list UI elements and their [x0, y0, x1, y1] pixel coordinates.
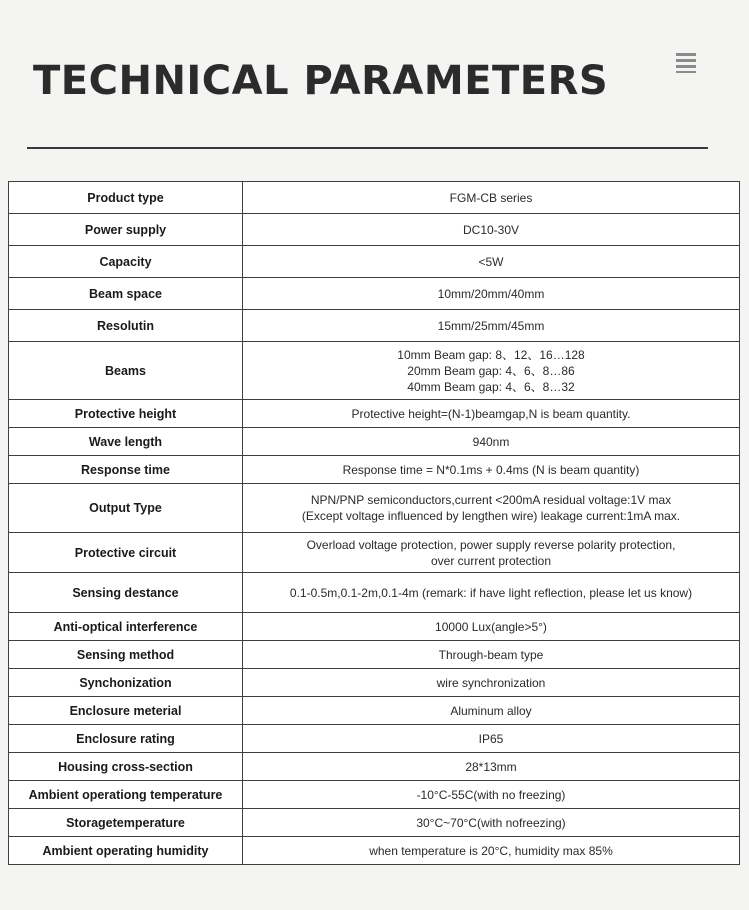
- parameter-value: [243, 533, 740, 573]
- table-row: [9, 725, 740, 753]
- parameter-value-line: Through-beam type: [438, 647, 544, 662]
- table-row: [9, 753, 740, 781]
- parameter-value-line: Response time = N*0.1ms + 0.4ms (N is beam quantity): [342, 462, 640, 477]
- table-row: [9, 342, 740, 400]
- table-row: [9, 214, 740, 246]
- parameter-value: [243, 837, 740, 865]
- page-title: TECHNICAL PARAMETERS: [33, 58, 609, 104]
- parameter-value-line: 10000 Lux(angle>5°): [435, 619, 547, 634]
- parameter-name: Product type: [9, 182, 243, 214]
- parameter-name: Protective height: [9, 400, 243, 428]
- table-row: [9, 809, 740, 837]
- parameter-name: Power supply: [9, 214, 243, 246]
- parameter-value-line: when temperature is 20°C, humidity max 85%: [369, 843, 613, 858]
- parameter-value: [243, 573, 740, 613]
- parameter-name: Wave length: [9, 428, 243, 456]
- parameter-name: Synchonization: [9, 669, 243, 697]
- parameter-name: Capacity: [9, 246, 243, 278]
- parameter-value: [243, 182, 740, 214]
- table-row: [9, 669, 740, 697]
- parameter-name: Output Type: [9, 484, 243, 533]
- parameter-name: Sensing method: [9, 641, 243, 669]
- parameter-value: [243, 725, 740, 753]
- table-row: [9, 310, 740, 342]
- parameter-value-line: -10°C-55C(with no freezing): [416, 787, 566, 802]
- parameter-value-line: 940nm: [472, 434, 510, 449]
- parameter-value: [243, 400, 740, 428]
- parameter-value-line: (Except voltage influenced by lengthen wire) leakage current:1mA max.: [301, 509, 681, 523]
- parameter-value: [243, 641, 740, 669]
- parameter-value: [243, 428, 740, 456]
- table-row: [9, 533, 740, 573]
- table-row: [9, 613, 740, 641]
- parameter-value: [243, 753, 740, 781]
- parameter-name: Anti-optical interference: [9, 613, 243, 641]
- parameter-value-line: 10mm/20mm/40mm: [437, 286, 545, 301]
- parameter-name: Ambient operationg temperature: [9, 781, 243, 809]
- parameter-name: Ambient operating humidity: [9, 837, 243, 865]
- parameter-value: [243, 342, 740, 400]
- table-row: [9, 837, 740, 865]
- table-row: [9, 182, 740, 214]
- table-row: [9, 246, 740, 278]
- parameter-value: [243, 214, 740, 246]
- table-row: [9, 781, 740, 809]
- parameter-value: [243, 697, 740, 725]
- parameter-name: Beam space: [9, 278, 243, 310]
- table-row: [9, 428, 740, 456]
- parameter-value-line: NPN/PNP semiconductors,current <200mA residual voltage:1V max: [310, 493, 672, 507]
- title-divider: [27, 147, 708, 149]
- parameter-value: [243, 613, 740, 641]
- parameter-value-line: 10mm Beam gap: 8、12、16…128: [397, 347, 585, 362]
- parameter-value-line: Protective height=(N-1)beamgap,N is beam quantity.: [351, 406, 631, 421]
- parameter-value-line: wire synchronization: [436, 675, 546, 690]
- table-row: [9, 641, 740, 669]
- table-row: [9, 484, 740, 533]
- hamburger-menu-icon[interactable]: [674, 50, 698, 74]
- parameter-name: Enclosure meterial: [9, 697, 243, 725]
- parameter-value-line: Overload voltage protection, power supply reverse polarity protection,: [306, 537, 676, 552]
- parameter-value: [243, 781, 740, 809]
- parameter-value-line: 40mm Beam gap: 4、6、8…32: [407, 379, 575, 394]
- parameter-name: Storagetemperature: [9, 809, 243, 837]
- parameter-value-line: <5W: [478, 254, 504, 269]
- table-row: [9, 456, 740, 484]
- parameter-value: [243, 310, 740, 342]
- parameter-value-line: 0.1-0.5m,0.1-2m,0.1-4m (remark: if have light reflection, please let us know): [289, 585, 693, 600]
- parameter-value-line: IP65: [478, 731, 504, 746]
- parameter-value-line: 30°C~70°C(with nofreezing): [416, 815, 566, 830]
- parameter-value-line: 20mm Beam gap: 4、6、8…86: [407, 363, 575, 378]
- parameter-value: [243, 246, 740, 278]
- parameter-name: Enclosure rating: [9, 725, 243, 753]
- parameter-value: [243, 278, 740, 310]
- table-row: [9, 573, 740, 613]
- parameter-value: [243, 809, 740, 837]
- parameter-name: Sensing destance: [9, 573, 243, 613]
- parameter-value-line: FGM-CB series: [449, 190, 533, 205]
- table-row: [9, 278, 740, 310]
- table-row: [9, 400, 740, 428]
- parameter-value-line: 15mm/25mm/45mm: [437, 318, 545, 333]
- parameter-value-line: Aluminum alloy: [450, 703, 532, 718]
- parameter-name: Protective circuit: [9, 533, 243, 573]
- parameter-value-line: DC10-30V: [462, 222, 520, 237]
- parameter-name: Resolutin: [9, 310, 243, 342]
- table-row: [9, 697, 740, 725]
- parameter-name: Response time: [9, 456, 243, 484]
- parameter-value: [243, 669, 740, 697]
- parameter-value-line: 28*13mm: [465, 759, 517, 774]
- parameter-name: Housing cross-section: [9, 753, 243, 781]
- parameter-value: [243, 456, 740, 484]
- parameter-value: [243, 484, 740, 533]
- parameters-table: [8, 181, 740, 865]
- parameter-value-line: over current protection: [430, 553, 552, 568]
- parameter-name: Beams: [9, 342, 243, 400]
